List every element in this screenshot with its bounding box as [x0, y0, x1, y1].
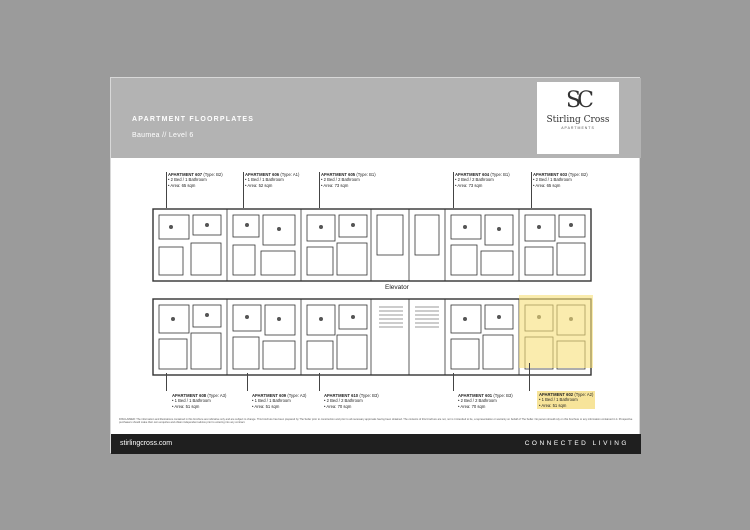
apartment-type: (Type: A1)	[280, 172, 300, 177]
apartment-title: APARTMENT 605	[321, 172, 356, 177]
apartment-beds: • 2 Bed / 2 Bathroom	[455, 177, 494, 183]
logo-tagline: APARTMENTS	[561, 126, 595, 130]
apartment-label-602	[537, 391, 595, 409]
apartment-type: (Type: B3)	[359, 393, 379, 398]
apartment-area: • Area: 70 sqm	[324, 403, 352, 409]
apartment-beds: • 2 Bed / 2 Bathroom	[458, 398, 497, 404]
apartment-label-605	[321, 172, 376, 188]
footer-url: stirlingcross.com	[120, 440, 173, 447]
leader-line	[166, 373, 167, 391]
footer-tagline: CONNECTED LIVING	[524, 440, 629, 447]
apartment-beds: • 1 Bed / 1 Bathroom	[539, 397, 578, 403]
leader-line	[529, 363, 530, 391]
apartment-label-604	[455, 172, 510, 188]
apartment-title: APARTMENT 610	[324, 393, 359, 398]
apartment-title: APARTMENT 606	[245, 172, 280, 177]
apartment-type: (Type: B1)	[356, 172, 376, 177]
disclaimer-text: DISCLAIMER: The information and illustrations contained in this brochure are indicative only and are subject to change. This brochure has been prepared by The Seller prior to construction and prior to all necessary approvals having been obtained. The contents of this brochure are not, nor is it intended to be, a representation or warranty on behalf of The Seller. No person should rely on this brochure or any information contained in it. Prospective purchasers should make their own enquiries and obtain independent advice prior to entering into any contract.	[119, 418, 633, 425]
apartment-area: • Area: 73 sqm	[455, 182, 483, 188]
apartment-type: (Type: B3)	[493, 393, 513, 398]
apartment-area: • Area: 51 sqm	[539, 402, 567, 408]
footer-band	[111, 434, 641, 454]
apartment-label-607	[168, 172, 223, 188]
apartment-beds: • 2 Bed / 2 Bathroom	[321, 177, 360, 183]
apartment-label-608	[172, 393, 226, 409]
apartment-area: • Area: 52 sqm	[245, 182, 273, 188]
apartment-beds: • 1 Bed / 1 Bathroom	[252, 398, 291, 404]
apartment-area: • Area: 65 sqm	[168, 182, 196, 188]
apartment-type: (Type: A3)	[287, 393, 307, 398]
apartment-title: APARTMENT 604	[455, 172, 490, 177]
logo-monogram: SC	[566, 88, 590, 113]
elevator-label: Elevator	[385, 284, 409, 291]
brand-logo	[537, 82, 619, 154]
leader-line	[319, 373, 320, 391]
apartment-beds: • 1 Bed / 1 Bathroom	[245, 177, 284, 183]
apartment-type: (Type: B2)	[568, 172, 588, 177]
apartment-title: APARTMENT 602	[539, 392, 574, 397]
apartment-label-603	[533, 172, 588, 188]
apartment-label-601	[458, 393, 513, 409]
logo-name: Stirling Cross	[546, 115, 610, 125]
apartment-type: (Type: A2)	[574, 392, 594, 397]
header-band	[111, 78, 641, 158]
apartment-type: (Type: B1)	[490, 172, 510, 177]
page-subtitle: Baumea // Level 6	[132, 132, 194, 139]
apartment-type: (Type: B2)	[203, 172, 223, 177]
page-title: APARTMENT FLOORPLATES	[132, 116, 255, 123]
apartment-title: APARTMENT 609	[252, 393, 287, 398]
leader-line	[247, 373, 248, 391]
highlighted-apartment-602	[519, 295, 593, 368]
leader-line	[453, 373, 454, 391]
apartment-label-610	[324, 393, 379, 409]
apartment-beds: • 2 Bed / 1 Bathroom	[168, 177, 207, 183]
apartment-area: • Area: 51 sqm	[172, 403, 200, 409]
apartment-beds: • 2 Bed / 1 Bathroom	[533, 177, 572, 183]
apartment-title: APARTMENT 601	[458, 393, 493, 398]
apartment-beds: • 2 Bed / 2 Bathroom	[324, 398, 363, 404]
floorplate-sheet	[110, 77, 640, 453]
apartment-area: • Area: 73 sqm	[321, 182, 349, 188]
apartment-area: • Area: 51 sqm	[252, 403, 280, 409]
apartment-title: APARTMENT 603	[533, 172, 568, 177]
apartment-area: • Area: 70 sqm	[458, 403, 486, 409]
apartment-label-609	[252, 393, 306, 409]
apartment-area: • Area: 65 sqm	[533, 182, 561, 188]
apartment-title: APARTMENT 607	[168, 172, 203, 177]
apartment-beds: • 1 Bed / 1 Bathroom	[172, 398, 211, 404]
apartment-label-606	[245, 172, 299, 188]
apartment-title: APARTMENT 608	[172, 393, 207, 398]
apartment-type: (Type: A3)	[207, 393, 227, 398]
